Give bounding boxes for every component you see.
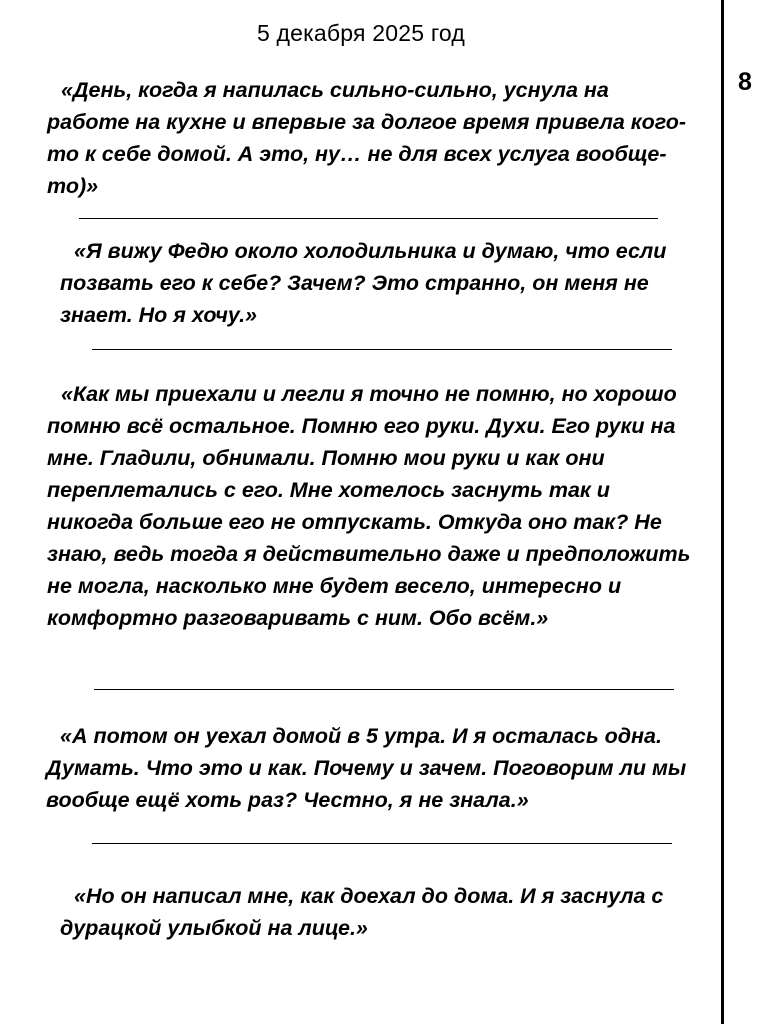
entry-divider-2	[92, 349, 672, 350]
entry-divider-4	[92, 843, 672, 844]
diary-entry-5: «Но он написал мне, как доехал до дома. И я заснула с дурацкой улыбкой на лице.»	[60, 884, 664, 940]
margin-rule	[721, 0, 724, 1024]
diary-entry-3: «Как мы приехали и легли я точно не помню, но хорошо помню всё остальное. Помню его руки. Духи. Его руки на мне. Гладили, обнимали. Помню мои руки и как они переплетались с его. Мне хотелось заснуть так и никогда больше его не отпускать. Откуда оно так? Не знаю, ведь тогда я действительно даже и предположить не могла, насколько мне будет весело, интересно и комфортно разговаривать с ним. Обо всём.»	[47, 382, 691, 630]
page-number: 8	[738, 68, 752, 96]
diary-entry-1: «День, когда я напилась сильно-сильно, уснула на работе на кухне и впервые за долгое время привела кого-то к себе домой. А это, ну… не для всех услуга вообще-то)»	[47, 78, 687, 198]
entry-divider-3	[94, 689, 674, 690]
diary-entry-4: «А потом он уехал домой в 5 утра. И я осталась одна. Думать. Что это и как. Почему и зачем. Поговорим ли мы вообще ещё хоть раз? Честно, я не знала.»	[46, 724, 687, 812]
diary-entry-2: «Я вижу Федю около холодильника и думаю, что если позвать его к себе? Зачем? Это странно, он меня не знает. Но я хочу.»	[60, 239, 667, 327]
entry-divider-1	[79, 218, 658, 219]
page-date: 5 декабря 2025 год	[256, 20, 466, 46]
